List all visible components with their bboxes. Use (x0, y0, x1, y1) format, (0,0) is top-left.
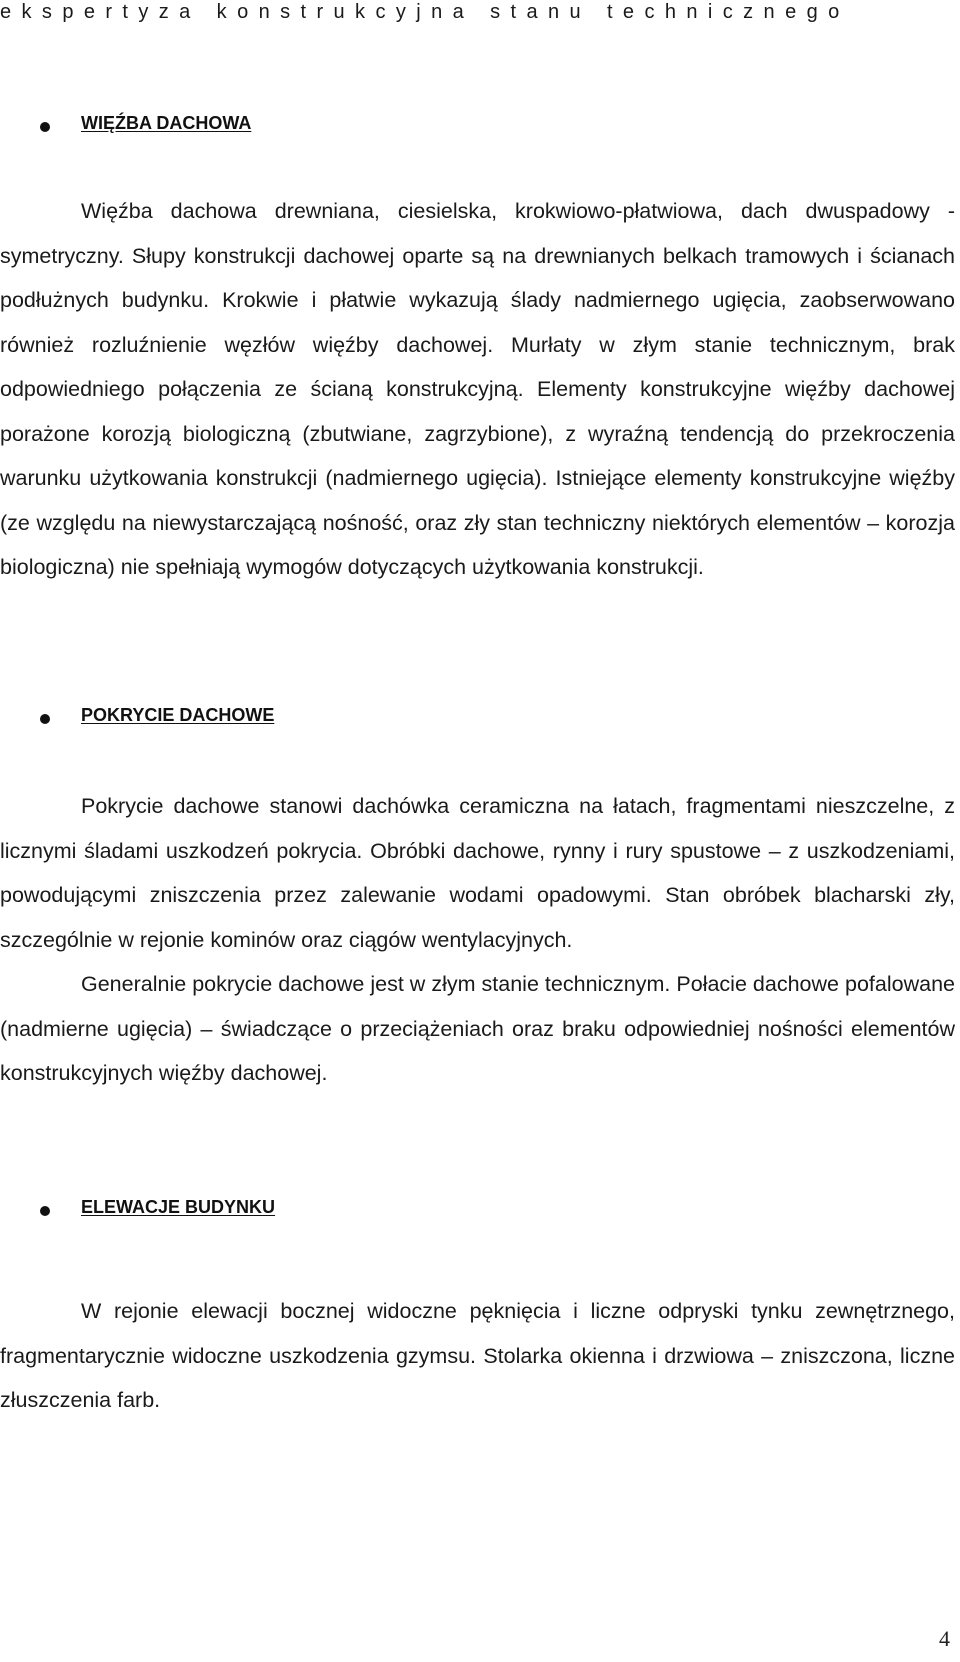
section-pokrycie-dachowe (0, 700, 955, 1096)
section-title: ELEWACJE BUDYNKU (81, 1197, 276, 1217)
section-title: WIĘŹBA DACHOWA (81, 113, 252, 133)
section-wiezba-dachowa (0, 108, 955, 590)
bullet-icon (40, 1206, 50, 1216)
running-header: ekspertyza konstrukcyjna stanu technicznego (0, 1, 850, 23)
page-number: 4 (939, 1626, 950, 1651)
section-elewacje-budynku (0, 1192, 955, 1423)
section-heading (0, 108, 955, 148)
section-paragraph: Więźba dachowa drewniana, ciesielska, krokwiowo-płatwiowa, dach dwuspadowy - symetryczny. Słupy konstrukcji dachowej oparte są na drewnianych belkach tramowych i ścianach podłużnych budynku. Krokwie i płatwie wykazują ślady nadmiernego ugięcia, zaobserwowano również rozluźnienie węzłów więźby dachowej. Murłaty w złym stanie technicznym, brak odpowiedniego połączenia ze ścianą konstrukcyjną. Elementy konstrukcyjne więźby dachowej porażone korozją biologiczną (zbutwiane, zagrzybione), z wyraźną tendencją do przekroczenia warunku użytkowania konstrukcji (nadmiernego ugięcia). Istniejące elementy konstrukcyjne więźby (ze względu na niewystarczającą nośność, oraz zły stan techniczny niektórych elementów – korozja biologiczna) nie spełniają wymogów dotyczących użytkowania konstrukcji. (0, 199, 955, 579)
section-heading (0, 700, 955, 740)
section-paragraph: Pokrycie dachowe stanowi dachówka ceramiczna na łatach, fragmentami nieszczelne, z licznymi śladami uszkodzeń pokrycia. Obróbki dachowe, rynny i rury spustowe – z uszkodzeniami, powodującymi zniszczenia przez zalewanie wodami opadowymi. Stan obróbek blacharski zły, szczególnie w rejonie kominów oraz ciągów wentylacyjnych. (0, 794, 955, 952)
section-paragraph: Generalnie pokrycie dachowe jest w złym stanie technicznym. Połacie dachowe pofalowane (nadmierne ugięcia) – świadczące o przeciążeniach oraz braku odpowiedniej nośności elementów konstrukcyjnych więźby dachowej. (0, 972, 955, 1085)
section-title: POKRYCIE DACHOWE (81, 705, 275, 725)
bullet-icon (40, 122, 50, 132)
section-heading (0, 1192, 955, 1232)
bullet-icon (40, 714, 50, 724)
section-paragraph: W rejonie elewacji bocznej widoczne pęknięcia i liczne odpryski tynku zewnętrznego, fragmentarycznie widoczne uszkodzenia gzymsu. Stolarka okienna i drzwiowa – zniszczona, liczne złuszczenia farb. (0, 1299, 955, 1412)
